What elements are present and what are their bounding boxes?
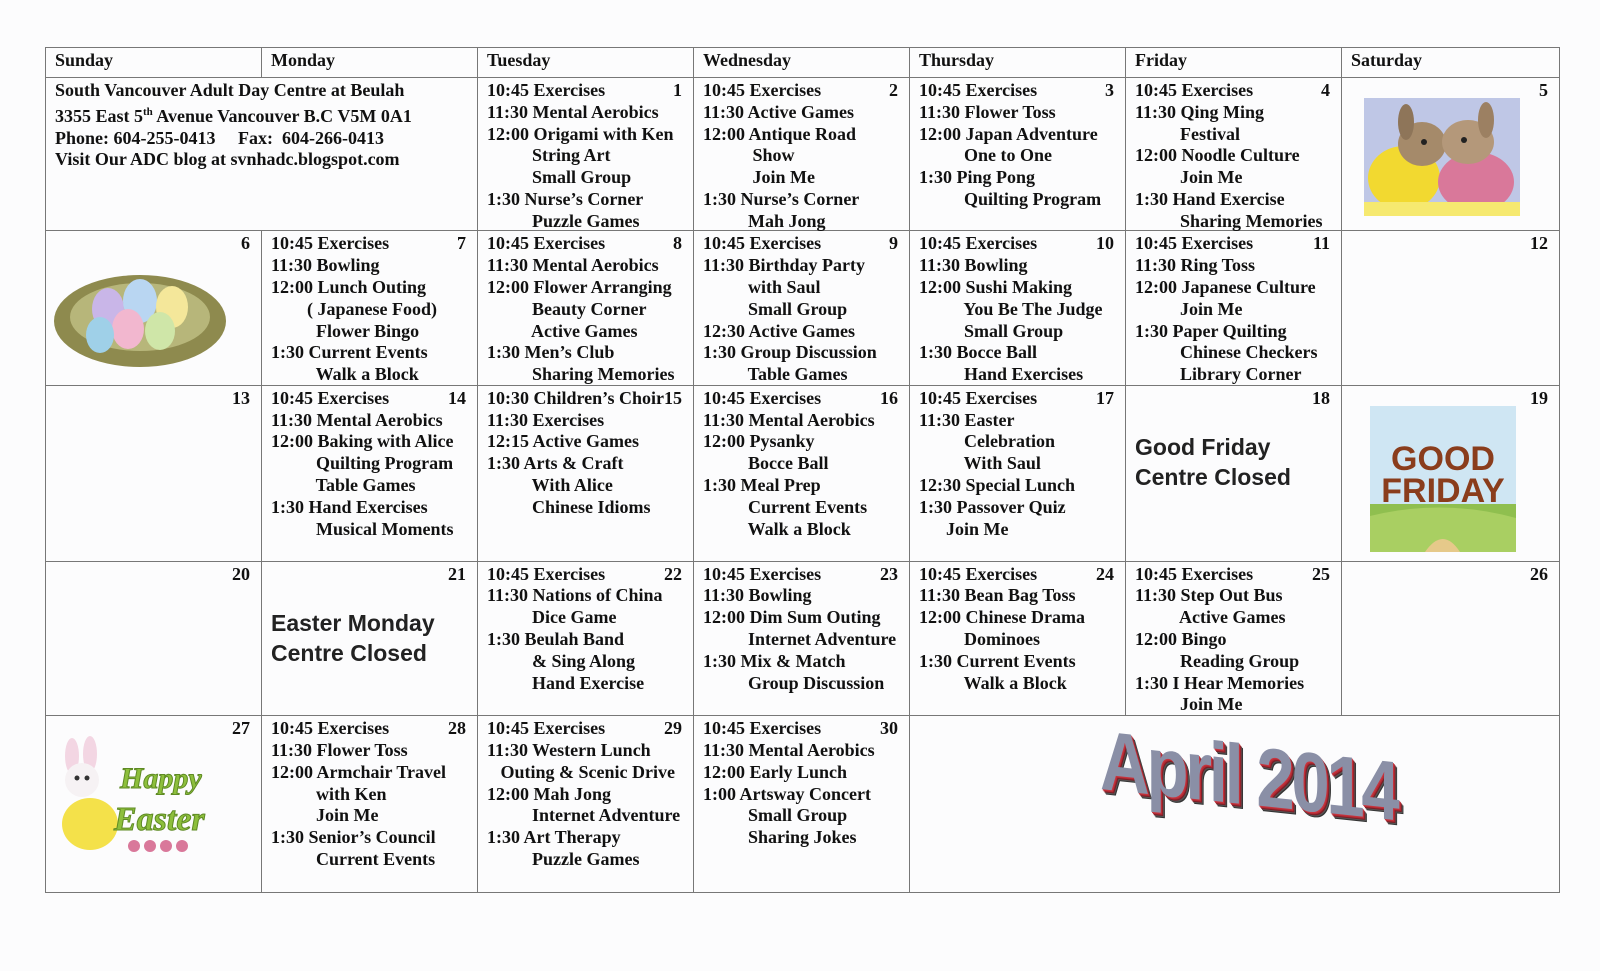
- event-list: [1135, 80, 1332, 233]
- closure-notice: [271, 608, 468, 668]
- event-item: With Alice: [487, 475, 613, 496]
- event-item: Join Me: [1135, 694, 1243, 715]
- event-list: [487, 718, 684, 871]
- event-item: Small Group: [703, 298, 848, 319]
- event-item: Chinese Checkers: [1135, 342, 1318, 363]
- holiday-name: Good Friday: [1135, 433, 1271, 460]
- event-item: with Saul: [703, 277, 821, 298]
- day-cell: [478, 561, 694, 715]
- closure-notice: [1135, 432, 1332, 492]
- event-item: 11:30 Step Out Bus: [1135, 585, 1283, 606]
- day-number: 26: [1530, 563, 1548, 584]
- event-item: 11:30 Bowling: [919, 255, 1028, 276]
- event-item: Small Group: [487, 167, 632, 188]
- event-item: 11:30 Flower Toss: [271, 739, 408, 760]
- centre-blog-link[interactable]: Visit Our ADC blog at svnhadc.blogspot.com: [55, 149, 400, 170]
- event-item: Quilting Program: [271, 453, 454, 474]
- event-list: [271, 718, 468, 871]
- event-item: 1:30 Hand Exercises: [271, 496, 428, 517]
- event-item: 1:30 Nurse’s Corner: [487, 188, 644, 209]
- weekday-thursday: Thursday: [910, 48, 1126, 78]
- event-item: 11:30 Bowling: [703, 585, 812, 606]
- event-list: [1135, 233, 1332, 386]
- event-item: 12:00 Armchair Travel: [271, 761, 446, 782]
- day-number: 7: [457, 233, 466, 254]
- event-item: Puzzle Games: [487, 210, 640, 231]
- event-item: Hand Exercises: [919, 364, 1084, 385]
- event-item: 10:45 Exercises: [919, 563, 1038, 584]
- event-item: 11:30 Easter: [919, 409, 1015, 430]
- event-item: 12:00 Flower Arranging: [487, 277, 672, 298]
- event-item: 12:30 Special Lunch: [919, 475, 1076, 496]
- weekday-tuesday: Tuesday: [478, 48, 694, 78]
- event-item: Join Me: [271, 805, 379, 826]
- event-item: 10:45 Exercises: [271, 718, 390, 739]
- day-number: 16: [880, 387, 898, 408]
- event-item: 1:30 Mix & Match: [703, 650, 846, 671]
- event-list: [487, 233, 684, 386]
- event-item: 12:00 Sushi Making: [919, 277, 1073, 298]
- event-item: with Ken: [271, 783, 387, 804]
- week-row: [46, 561, 1560, 715]
- day-cell: [46, 561, 262, 715]
- day-cell: [694, 78, 910, 231]
- event-item: Bocce Ball: [703, 453, 829, 474]
- event-item: 10:45 Exercises: [271, 387, 390, 408]
- event-list: [487, 388, 684, 519]
- event-item: 1:30 Arts & Craft: [487, 453, 624, 474]
- event-item: 1:30 Group Discussion: [703, 342, 877, 363]
- event-item: 11:30 Western Lunch: [487, 739, 651, 760]
- event-item: Active Games: [1135, 607, 1286, 628]
- event-item: 12:00 Early Lunch: [703, 761, 848, 782]
- svg-text:FRIDAY: FRIDAY: [1381, 471, 1505, 510]
- day-cell: [694, 231, 910, 385]
- event-list: [703, 388, 900, 541]
- event-item: Walk a Block: [703, 518, 851, 539]
- event-item: Hand Exercise: [487, 672, 645, 693]
- event-item: 11:30 Mental Aerobics: [487, 101, 659, 122]
- event-item: 10:45 Exercises: [271, 233, 390, 254]
- event-item: 1:30 Paper Quilting: [1135, 320, 1287, 341]
- day-cell: [1342, 385, 1560, 561]
- day-cell: [262, 385, 478, 561]
- event-item: 1:30 Art Therapy: [487, 827, 621, 848]
- event-item: Join Me: [1135, 298, 1243, 319]
- day-number: 30: [880, 718, 898, 739]
- event-item: 11:30 Bean Bag Toss: [919, 585, 1076, 606]
- event-item: 10:45 Exercises: [1135, 563, 1254, 584]
- day-number: 11: [1312, 233, 1330, 254]
- event-item: Sharing Jokes: [703, 827, 857, 848]
- day-cell: [910, 78, 1126, 231]
- event-item: 10:45 Exercises: [919, 233, 1038, 254]
- event-list: [1135, 564, 1332, 717]
- event-item: 12:15 Active Games: [487, 431, 639, 452]
- event-item: Current Events: [271, 848, 436, 869]
- event-item: 12:00 Pysanky: [703, 431, 815, 452]
- weekday-friday: Friday: [1126, 48, 1342, 78]
- event-item: 12:30 Active Games: [703, 320, 855, 341]
- event-item: 11:30 Nations of China: [487, 585, 663, 606]
- event-item: Quilting Program: [919, 188, 1102, 209]
- event-item: 11:30 Flower Toss: [919, 101, 1056, 122]
- event-item: 10:45 Exercises: [703, 80, 822, 100]
- day-number: 5: [1539, 80, 1548, 100]
- centre-info: [55, 80, 468, 171]
- day-number: 17: [1096, 387, 1114, 408]
- month-title: April 2014: [1100, 713, 1397, 839]
- centre-info-cell: [46, 78, 478, 231]
- event-item: 10:45 Exercises: [703, 718, 822, 739]
- event-item: 12:00 Lunch Outing: [271, 277, 427, 298]
- event-item: With Saul: [919, 453, 1041, 474]
- day-cell: [694, 385, 910, 561]
- day-number: 18: [1312, 387, 1330, 408]
- event-item: 11:30 Bowling: [271, 255, 380, 276]
- event-list: [919, 80, 1116, 211]
- event-item: 11:30 Mental Aerobics: [703, 409, 875, 430]
- event-item: 11:30 Exercises: [487, 409, 605, 430]
- event-item: 12:00 Chinese Drama: [919, 607, 1085, 628]
- event-item: Celebration: [919, 431, 1055, 452]
- event-item: 10:30 Children’s Choir: [487, 387, 665, 408]
- event-item: 1:30 Men’s Club: [487, 342, 615, 363]
- event-item: Chinese Idioms: [487, 496, 651, 517]
- day-cell: [1342, 561, 1560, 715]
- event-list: [271, 233, 468, 386]
- easter-egg-nest-image: [48, 251, 226, 371]
- event-item: Dominoes: [919, 629, 1040, 650]
- day-number: 10: [1096, 233, 1114, 254]
- event-item: Mah Jong: [703, 210, 826, 231]
- day-number: 12: [1530, 233, 1548, 254]
- event-item: Beauty Corner: [487, 298, 647, 319]
- day-number: 24: [1096, 563, 1114, 584]
- event-item: 10:45 Exercises: [487, 233, 606, 254]
- event-item: 12:00 Dim Sum Outing: [703, 607, 881, 628]
- day-number: 22: [664, 563, 682, 584]
- event-item: 10:45 Exercises: [487, 563, 606, 584]
- event-item: Walk a Block: [919, 672, 1067, 693]
- event-item: Festival: [1135, 123, 1240, 144]
- week-row: [46, 78, 1560, 231]
- event-item: 10:45 Exercises: [919, 387, 1038, 408]
- weekday-header-row: [46, 48, 1560, 78]
- happy-easter-bunny-image: [50, 736, 222, 858]
- event-item: 12:00 Japan Adventure: [919, 123, 1098, 144]
- weekday-monday: Monday: [262, 48, 478, 78]
- holiday-name: Easter Monday: [271, 609, 435, 636]
- weekday-sunday: Sunday: [46, 48, 262, 78]
- event-item: Small Group: [703, 805, 848, 826]
- event-item: Outing & Scenic Drive: [487, 761, 675, 782]
- day-number: 8: [673, 233, 682, 254]
- day-number: 6: [241, 233, 250, 254]
- event-item: Dice Game: [487, 607, 617, 628]
- weekday-wednesday: Wednesday: [694, 48, 910, 78]
- event-item: Join Me: [703, 167, 815, 188]
- day-number: 27: [232, 718, 250, 739]
- event-item: Join Me: [1135, 167, 1243, 188]
- event-item: 1:30 Bocce Ball: [919, 342, 1037, 363]
- event-list: [919, 388, 1116, 541]
- day-cell: [478, 231, 694, 385]
- event-item: Library Corner: [1135, 364, 1302, 385]
- event-item: 10:45 Exercises: [703, 563, 822, 584]
- event-item: 10:45 Exercises: [1135, 80, 1254, 100]
- weekday-saturday: Saturday: [1342, 48, 1560, 78]
- event-item: 1:30 Nurse’s Corner: [703, 188, 860, 209]
- event-list: [487, 80, 684, 233]
- event-item: 11:30 Birthday Party: [703, 255, 865, 276]
- svg-text:GOOD: GOOD: [1391, 439, 1495, 478]
- event-item: 1:30 Passover Quiz: [919, 496, 1066, 517]
- day-number: 15: [664, 387, 682, 408]
- event-item: 1:30 Current Events: [919, 650, 1076, 671]
- svg-text:Happy: Happy: [120, 762, 202, 796]
- day-number: 9: [889, 233, 898, 254]
- event-list: [919, 564, 1116, 695]
- event-item: Walk a Block: [271, 364, 419, 385]
- event-item: 12:00 Japanese Culture: [1135, 277, 1316, 298]
- day-cell: [46, 231, 262, 385]
- day-number: 23: [880, 563, 898, 584]
- day-cell: [1342, 78, 1560, 231]
- centre-address: 3355 East 5th Avenue Vancouver B.C V5M 0A1: [55, 105, 412, 126]
- event-item: 12:00 Origami with Ken: [487, 123, 674, 144]
- event-item: Sharing Memories: [487, 364, 675, 385]
- day-number: 25: [1312, 563, 1330, 584]
- event-item: 1:30 Hand Exercise: [1135, 188, 1285, 209]
- day-cell: [1126, 385, 1342, 561]
- event-item: Group Discussion: [703, 672, 885, 693]
- event-item: 10:45 Exercises: [919, 80, 1038, 100]
- event-list: [487, 564, 684, 695]
- event-item: 10:45 Exercises: [703, 233, 822, 254]
- event-item: Flower Bingo: [271, 320, 420, 341]
- week-row: [46, 385, 1560, 561]
- day-cell: [1126, 561, 1342, 715]
- svg-text:Easter: Easter: [114, 801, 205, 839]
- event-item: Join Me: [919, 518, 1009, 539]
- event-item: Active Games: [487, 320, 638, 341]
- event-item: Table Games: [271, 475, 416, 496]
- day-cell: [910, 231, 1126, 385]
- event-list: [703, 564, 900, 695]
- event-item: Small Group: [919, 320, 1064, 341]
- day-number: 1: [673, 80, 682, 100]
- event-item: String Art: [487, 145, 611, 166]
- event-item: 1:30 Beulah Band: [487, 629, 625, 650]
- event-item: 11:30 Active Games: [703, 101, 854, 122]
- event-item: Show: [703, 145, 795, 166]
- day-cell: [262, 716, 478, 893]
- day-cell: [1126, 78, 1342, 231]
- day-number: 4: [1321, 80, 1330, 100]
- event-item: 1:30 Meal Prep: [703, 475, 821, 496]
- day-cell: [910, 385, 1126, 561]
- event-item: 1:30 Current Events: [271, 342, 428, 363]
- event-item: 10:45 Exercises: [487, 80, 606, 100]
- event-item: 12:00 Mah Jong: [487, 783, 612, 804]
- event-item: 1:30 Senior’s Council: [271, 827, 436, 848]
- event-list: [703, 233, 900, 386]
- event-item: Internet Adventure: [703, 629, 897, 650]
- bunnies-in-eggshells-image: [1364, 98, 1520, 216]
- day-cell: [1342, 231, 1560, 385]
- day-number: 2: [889, 80, 898, 100]
- event-item: Current Events: [703, 496, 868, 517]
- day-cell: [262, 561, 478, 715]
- event-item: 12:00 Antique Road: [703, 123, 857, 144]
- day-cell: [46, 385, 262, 561]
- good-friday-sign-image: [1370, 406, 1516, 552]
- day-number: 19: [1530, 387, 1548, 408]
- event-item: Puzzle Games: [487, 848, 640, 869]
- day-cell: [262, 231, 478, 385]
- day-number: 21: [448, 563, 466, 584]
- event-list: [703, 80, 900, 233]
- event-item: 12:00 Noodle Culture: [1135, 145, 1300, 166]
- event-list: [703, 718, 900, 849]
- event-list: [919, 233, 1116, 386]
- day-number: 29: [664, 718, 682, 739]
- event-item: 10:45 Exercises: [487, 718, 606, 739]
- event-item: 11:30 Mental Aerobics: [271, 409, 443, 430]
- event-list: [271, 388, 468, 541]
- event-item: 1:30 I Hear Memories: [1135, 672, 1305, 693]
- centre-phone-fax: Phone: 604-255-0413 Fax: 604-266-0413: [55, 127, 384, 148]
- day-number: 28: [448, 718, 466, 739]
- centre-name: South Vancouver Adult Day Centre at Beulah: [55, 80, 405, 100]
- week-row: [46, 231, 1560, 385]
- event-item: 10:45 Exercises: [1135, 233, 1254, 254]
- event-item: 12:00 Baking with Alice: [271, 431, 454, 452]
- event-item: 11:30 Qing Ming: [1135, 101, 1265, 122]
- event-item: 11:30 Mental Aerobics: [703, 739, 875, 760]
- event-item: You Be The Judge: [919, 298, 1103, 319]
- event-item: 1:30 Ping Pong: [919, 167, 1036, 188]
- day-cell: [478, 716, 694, 893]
- day-cell: [910, 561, 1126, 715]
- day-cell: [694, 561, 910, 715]
- event-item: One to One: [919, 145, 1052, 166]
- closure-text: Centre Closed: [271, 639, 427, 666]
- event-item: & Sing Along: [487, 650, 636, 671]
- event-item: 10:45 Exercises: [703, 387, 822, 408]
- day-cell: [478, 78, 694, 231]
- day-cell: [478, 385, 694, 561]
- closure-text: Centre Closed: [1135, 463, 1291, 490]
- event-item: ( Japanese Food): [271, 298, 437, 319]
- event-item: Musical Moments: [271, 518, 454, 539]
- event-item: 1:00 Artsway Concert: [703, 783, 871, 804]
- event-item: 12:00 Bingo: [1135, 629, 1227, 650]
- day-number: 3: [1105, 80, 1114, 100]
- event-item: 11:30 Ring Toss: [1135, 255, 1256, 276]
- event-item: Reading Group: [1135, 650, 1300, 671]
- event-item: 11:30 Mental Aerobics: [487, 255, 659, 276]
- event-item: Sharing Memories: [1135, 210, 1323, 231]
- day-number: 20: [232, 563, 250, 584]
- day-cell: [694, 716, 910, 893]
- day-cell: [46, 716, 262, 893]
- event-item: Internet Adventure: [487, 805, 681, 826]
- event-item: Table Games: [703, 364, 848, 385]
- day-cell: [1126, 231, 1342, 385]
- day-number: 14: [448, 387, 466, 408]
- day-number: 13: [232, 387, 250, 408]
